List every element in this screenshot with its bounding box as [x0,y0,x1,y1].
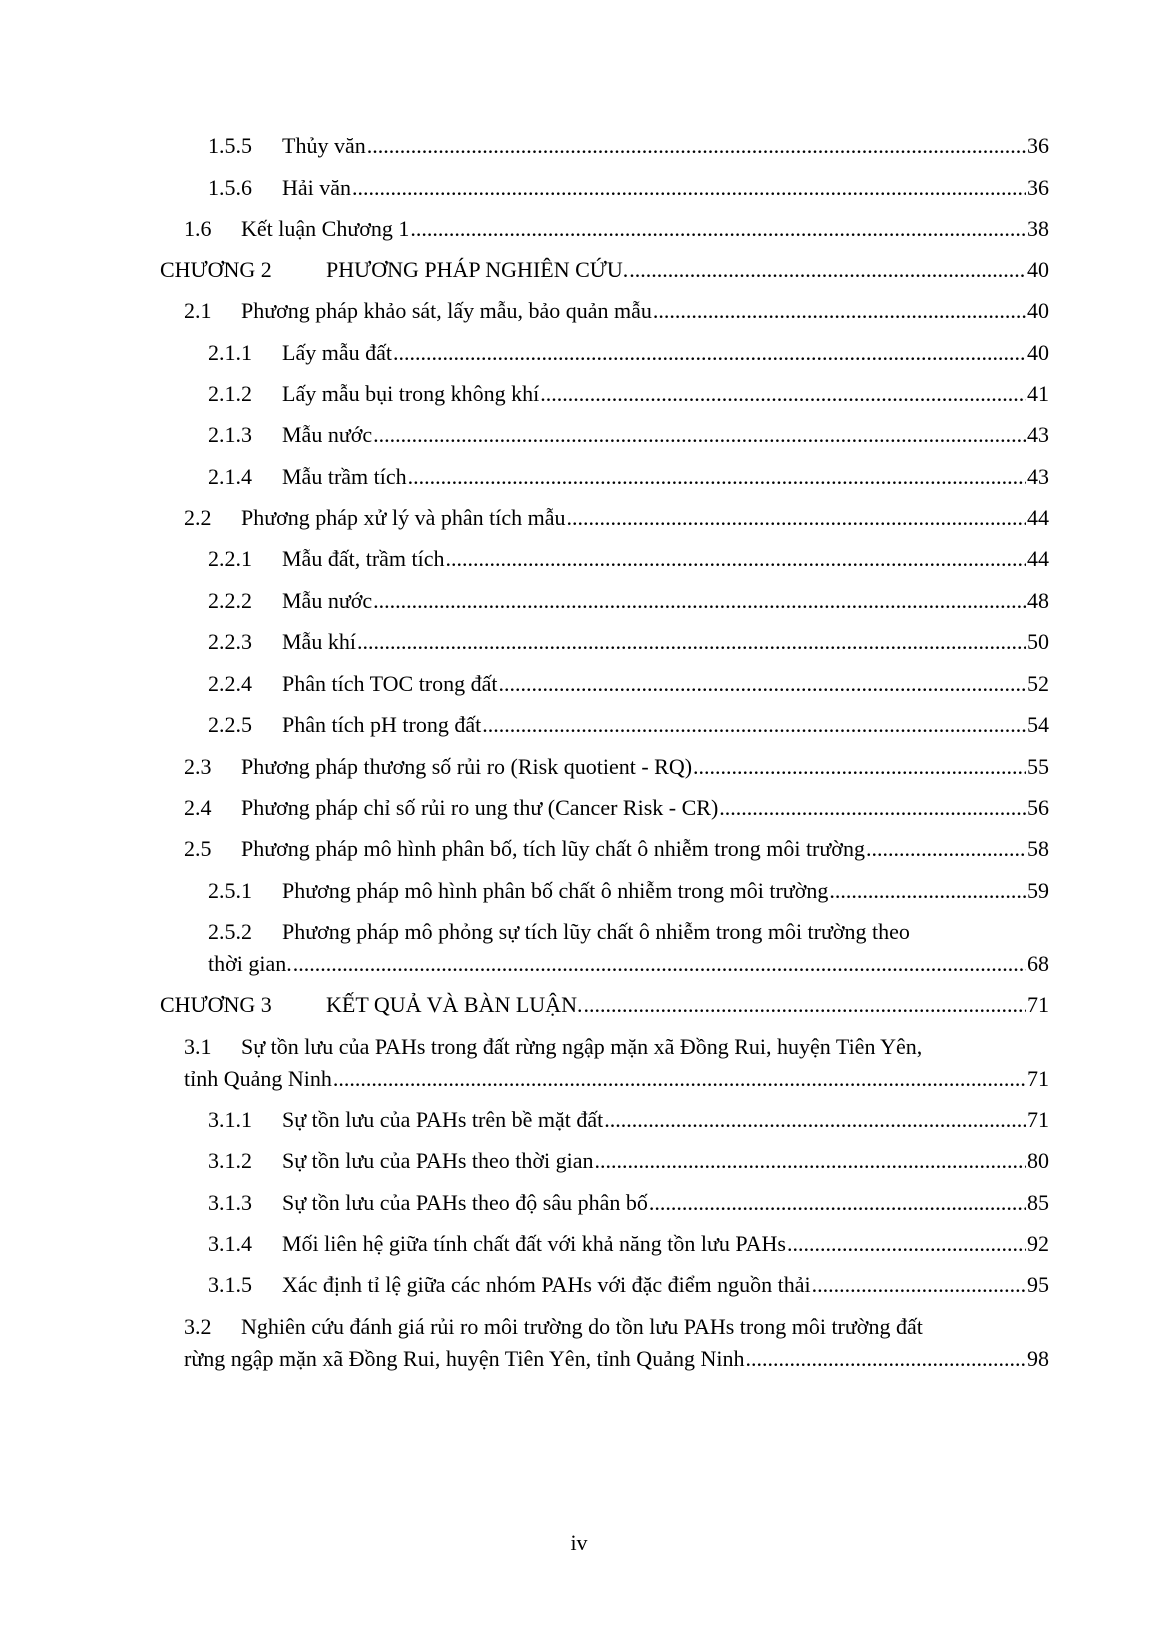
toc-entry-number: 2.3 [184,754,212,779]
toc-entry-number: 1.5.5 [208,133,252,158]
dot-leader [866,834,1026,864]
toc-entry [208,131,1049,161]
toc-entry [184,834,1049,864]
toc-entry-title: Xác định tỉ lệ giữa các nhóm PAHs với đặc điểm nguồn thải [282,1272,811,1297]
toc-entry-title: KẾT QUẢ VÀ BÀN LUẬN. [326,992,583,1017]
toc-entry-page: 41 [1027,381,1049,406]
toc-entry-number: 2.1 [184,298,212,323]
toc-entry-title: Sự tồn lưu của PAHs theo độ sâu phân bố [282,1190,648,1215]
toc-entry-number: 3.1.3 [208,1190,252,1215]
toc-entry-page: 40 [1027,340,1049,365]
toc-entry-page: 44 [1027,505,1049,530]
toc-entry-number: 1.6 [184,216,212,241]
toc-entry [208,876,1049,906]
toc-entry-title: Mẫu nước [282,588,373,613]
toc-entry-page: 95 [1027,1272,1049,1297]
dot-leader [812,1270,1026,1300]
toc-entry-title: Phương pháp chỉ số rủi ro ung thư (Cancer Risk - CR) [241,795,719,820]
toc-entry [184,296,1049,326]
toc-entry-title: Nghiên cứu đánh giá rủi ro môi trường do tồn lưu PAHs trong môi trường đất [241,1314,923,1339]
dot-leader [693,752,1026,782]
toc-entry-title: Mẫu khí [282,629,356,654]
dot-leader [333,1064,1026,1094]
toc-entry-page: 52 [1027,671,1049,696]
toc-entry-number: 2.2.1 [208,546,252,571]
toc-entry-title: Phương pháp mô phỏng sự tích lũy chất ô nhiễm trong môi trường theo [282,919,910,944]
toc-entry-page: 55 [1027,754,1049,779]
toc-entry-title: Mẫu nước [282,422,373,447]
toc-entry-page: 38 [1027,216,1049,241]
toc-entry-page: 71 [1027,992,1049,1017]
toc-entry-title: Mẫu đất, trầm tích [282,546,445,571]
toc-entry-title-cont: tỉnh Quảng Ninh [184,1066,332,1091]
toc-entry [208,710,1049,740]
toc-entry-title: Phương pháp thương số rủi ro (Risk quotient - RQ) [241,754,693,779]
toc-entry-title: Kết luận Chương 1 [241,216,410,241]
toc-entry-page: 56 [1027,795,1049,820]
dot-leader [745,1344,1026,1374]
dot-leader [482,710,1026,740]
toc-entry [208,1229,1049,1259]
toc-entry-title-cont: rừng ngập mặn xã Đồng Rui, huyện Tiên Yên, tỉnh Quảng Ninh [184,1346,745,1371]
toc-entry [208,627,1049,657]
toc-entry-first-line [184,1032,922,1062]
toc-entry-page: 59 [1027,878,1049,903]
toc-entry-number: CHƯƠNG 3 [160,992,272,1017]
dot-leader [719,793,1026,823]
toc-entry-number: 3.1 [184,1034,212,1059]
toc-entry-title: Mẫu trầm tích [282,464,407,489]
toc-entry [184,214,1049,244]
toc-entry-number: 2.1.1 [208,340,252,365]
toc-entry [184,752,1049,782]
toc-entry-page: 44 [1027,546,1049,571]
toc-entry-page: 98 [1027,1346,1049,1371]
toc-entry-number: 2.1.3 [208,422,252,447]
dot-leader [408,462,1026,492]
toc-entry-number: 2.2.5 [208,712,252,737]
dot-leader [649,1188,1026,1218]
toc-entry-title: Phương pháp mô hình phân bố chất ô nhiễm trong môi trường [282,878,829,903]
dot-leader [595,1146,1026,1176]
toc-entry-title: Phân tích pH trong đất [282,712,482,737]
toc-entry-page: 80 [1027,1148,1049,1173]
toc-entry-title: Sự tồn lưu của PAHs trên bề mặt đất [282,1107,604,1132]
toc-entry [208,379,1049,409]
toc-entry-number: 2.2.4 [208,671,252,696]
toc-entry-number: 2.5.1 [208,878,252,903]
toc-entry-page: 50 [1027,629,1049,654]
toc-entry-page: 58 [1027,836,1049,861]
toc-entry-page: 48 [1027,588,1049,613]
toc-entry-title: Phương pháp xử lý và phân tích mẫu [241,505,566,530]
toc-entry [184,793,1049,823]
toc-entry-title-cont: thời gian. [208,951,292,976]
toc-entry [208,1146,1049,1176]
toc-entry-number: 2.5.2 [208,919,252,944]
toc-entry-page: 71 [1027,1107,1049,1132]
toc-entry [208,544,1049,574]
dot-leader [293,949,1026,979]
toc-entry-page: 43 [1027,464,1049,489]
toc-entry-number: 2.2.2 [208,588,252,613]
dot-leader [583,990,1026,1020]
toc-entry-number: 3.1.2 [208,1148,252,1173]
toc-entry-title: Mối liên hệ giữa tính chất đất với khả năng tồn lưu PAHs [282,1231,786,1256]
toc-entry-title: Lấy mẫu đất [282,340,392,365]
toc-entry-number: 2.2.3 [208,629,252,654]
toc-entry-page: 71 [1027,1066,1049,1091]
dot-leader [567,503,1027,533]
dot-leader [829,876,1026,906]
toc-entry [208,462,1049,492]
toc-entry-number: 3.1.5 [208,1272,252,1297]
dot-leader [499,669,1026,699]
dot-leader [357,627,1026,657]
toc-entry-page: 36 [1027,133,1049,158]
toc-entry-number: 2.4 [184,795,212,820]
toc-entry-title: PHƯƠNG PHÁP NGHIÊN CỨU. [326,257,629,282]
toc-entry [208,1105,1049,1135]
toc-entry-page: 40 [1027,257,1049,282]
toc-entry-title: Thủy văn [282,133,366,158]
dot-leader [540,379,1026,409]
toc-entry [208,586,1049,616]
toc-entry-page: 85 [1027,1190,1049,1215]
dot-leader [373,420,1026,450]
toc-entry [208,669,1049,699]
toc-entry-title: Sự tồn lưu của PAHs trong đất rừng ngập mặn xã Đồng Rui, huyện Tiên Yên, [241,1034,923,1059]
dot-leader [410,214,1026,244]
dot-leader [604,1105,1026,1135]
toc-chapter-entry [160,990,1049,1020]
toc-entry-continuation [208,949,1049,979]
toc-entry-first-line [208,917,910,947]
toc-entry-continuation [184,1344,1049,1374]
toc-entry [208,338,1049,368]
toc-entry-number: CHƯƠNG 2 [160,257,272,282]
toc-entry-page: 54 [1027,712,1049,737]
dot-leader [393,338,1026,368]
toc-entry-number: 2.5 [184,836,212,861]
toc-entry [208,1188,1049,1218]
dot-leader [787,1229,1026,1259]
dot-leader [352,173,1026,203]
page-number: iv [570,1530,588,1555]
toc-entry-title: Phương pháp mô hình phân bố, tích lũy chất ô nhiễm trong môi trường [241,836,865,861]
toc-entry-continuation [184,1064,1049,1094]
toc-entry-title: Sự tồn lưu của PAHs theo thời gian [282,1148,594,1173]
toc-entry-page: 68 [1027,951,1049,976]
toc-entry-number: 3.1.1 [208,1107,252,1132]
toc-entry-title: Hải văn [282,175,352,200]
toc-chapter-entry [160,255,1049,285]
toc-entry [208,1270,1049,1300]
dot-leader [653,296,1026,326]
toc-entry-page: 40 [1027,298,1049,323]
toc-entry-page: 43 [1027,422,1049,447]
toc-entry-number: 3.2 [184,1314,212,1339]
toc-entry-number: 1.5.6 [208,175,252,200]
dot-leader [373,586,1026,616]
toc-entry-title: Lấy mẫu bụi trong không khí [282,381,540,406]
toc-entry [208,173,1049,203]
toc-entry-number: 2.1.2 [208,381,252,406]
dot-leader [367,131,1026,161]
toc-entry-number: 2.1.4 [208,464,252,489]
toc-entry-number: 2.2 [184,505,212,530]
toc-entry [184,503,1049,533]
dot-leader [446,544,1026,574]
dot-leader [629,255,1026,285]
toc-entry-page: 92 [1027,1231,1049,1256]
toc-entry-title: Phân tích TOC trong đất [282,671,498,696]
toc-entry-page: 36 [1027,175,1049,200]
toc-entry-first-line [184,1312,923,1342]
toc-entry [208,420,1049,450]
toc-entry-number: 3.1.4 [208,1231,252,1256]
toc-entry-title: Phương pháp khảo sát, lấy mẫu, bảo quản mẫu [241,298,652,323]
